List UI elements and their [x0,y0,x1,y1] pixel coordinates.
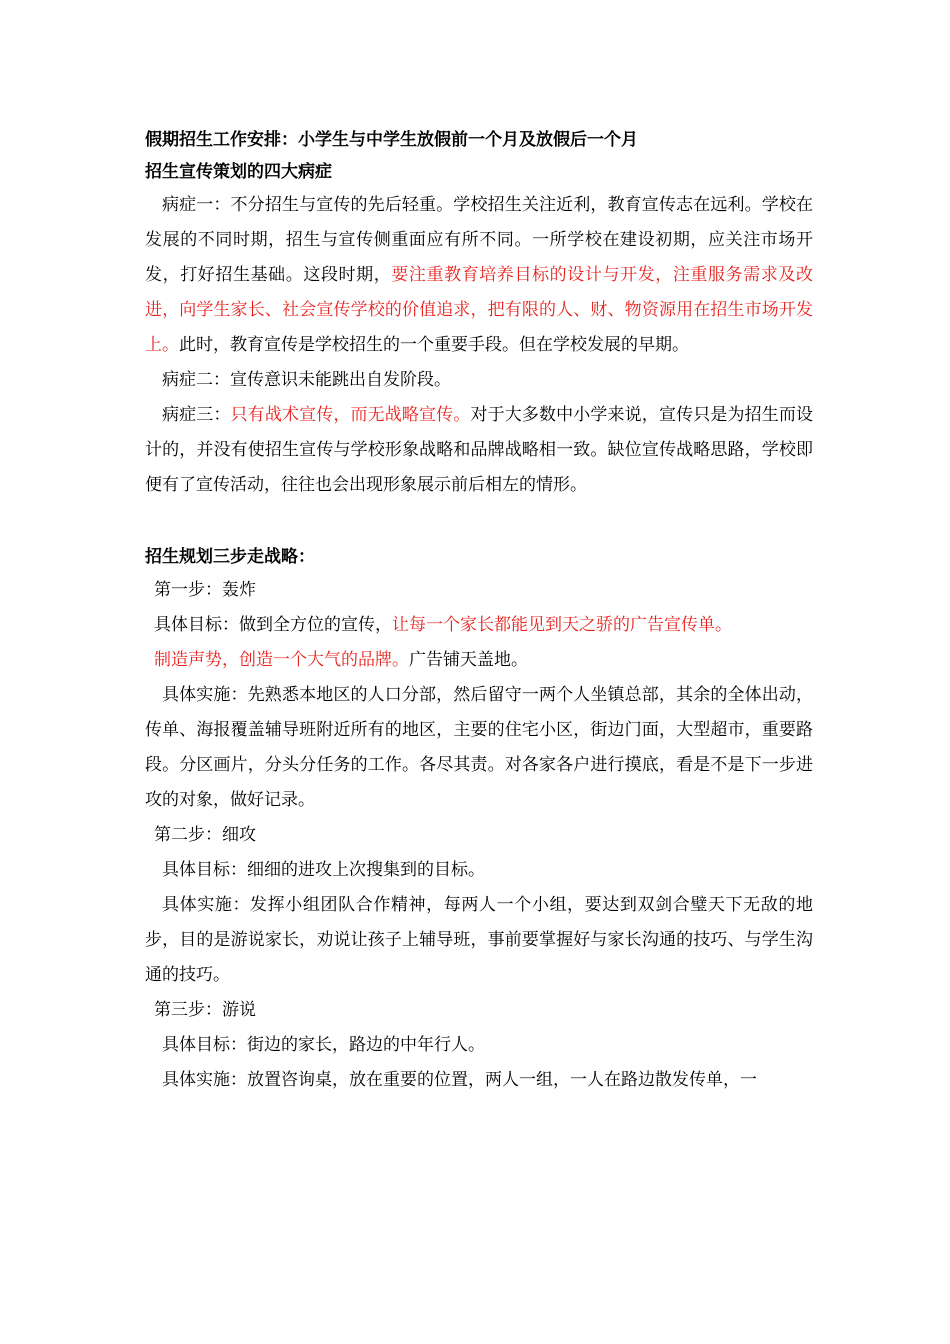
symptom-2-label: 病症二： [162,370,230,390]
step-1-implementation: 具体实施：先熟悉本地区的人口分部，然后留守一两个人坐镇总部，其余的全体出动，传单、海报覆盖辅导班附近所有的地区，主要的住宅小区，街边门面，大型超市，重要路段。分区画片，分头分任务的工作。各尽其责。对各家各户进行摸底，看是不是下一步进攻的对象，做好记录。 [145,685,813,810]
symptom-1-highlight: 要注重教育培养目标的设计与开发，注重服务需求及改进，向学生家长、社会宣传学校的价值追求，把有限的人、财、物资源用在招生市场开发上。 [145,265,814,355]
step-1-goal-rest: 广告铺天盖地。 [409,650,528,670]
step-1-goal-highlight-1: 让每一个家长都能见到天之骄的广告宣传单。 [392,615,732,635]
symptom-1-label: 病症一： [162,195,231,215]
step-1-goal [145,608,813,678]
step-3-implementation: 具体实施：放置咨询桌，放在重要的位置，两人一组，一人在路边散发传单，一 [162,1070,757,1090]
symptom-2-paragraph [145,363,813,398]
symptom-1-text-b: 此时，教育宣传是学校招生的一个重要手段。但在学校发展的早期。 [179,335,689,355]
step-1-goal-highlight-2: 制造声势，创造一个大气的品牌。 [154,650,409,670]
step-1-title: 第一步：轰炸 [154,580,256,600]
step-2-goal: 具体目标：细细的进攻上次搜集到的目标。 [162,860,485,880]
symptom-1-paragraph [145,188,813,363]
doc-title-holiday-enrollment: 假期招生工作安排：小学生与中学生放假前一个月及放假后一个月 [145,130,638,150]
symptom-1-text-a: 不分招生与宣传的先后轻重。学校招生关注近利，教育宣传志在远利。学校在发展的不同时期，招生与宣传侧重面应有所不同。一所学校在建设初期，应关注市场开发，打好招生基础。这段时期， [145,195,814,285]
step-2-title: 第二步：细攻 [154,825,256,845]
step-3-goal: 具体目标：街边的家长，路边的中年行人。 [162,1035,485,1055]
symptom-2-text: 宣传意识未能跳出自发阶段。 [230,370,451,390]
symptom-3-text: 对于大多数中小学来说，宣传只是为招生而设计的，并没有使招生宣传与学校形象战略和品牌战略相一致。缺位宣传战略思路，学校即便有了宣传活动，往往也会出现形象展示前后相左的情形。 [145,405,814,495]
document-body [145,124,813,1098]
step-2-implementation: 具体实施：发挥小组团队合作精神，每两人一个小组，要达到双剑合璧天下无敌的地步，目的是游说家长，劝说让孩子上辅导班，事前要掌握好与家长沟通的技巧、与学生沟通的技巧。 [145,895,813,985]
symptom-3-highlight: 只有战术宣传，而无战略宣传。 [230,405,471,425]
doc-title-four-symptoms: 招生宣传策划的四大病症 [145,162,332,182]
step-3-title: 第三步：游说 [154,1000,256,1020]
symptom-3-label: 病症三： [162,405,231,425]
step-1-goal-line-1 [154,608,813,643]
doc-title-three-step-strategy: 招生规划三步走战略： [145,547,315,567]
step-1-goal-label: 具体目标：做到全方位的宣传， [154,615,392,635]
step-1-goal-line-2 [154,643,813,678]
symptom-3-paragraph [145,398,813,503]
